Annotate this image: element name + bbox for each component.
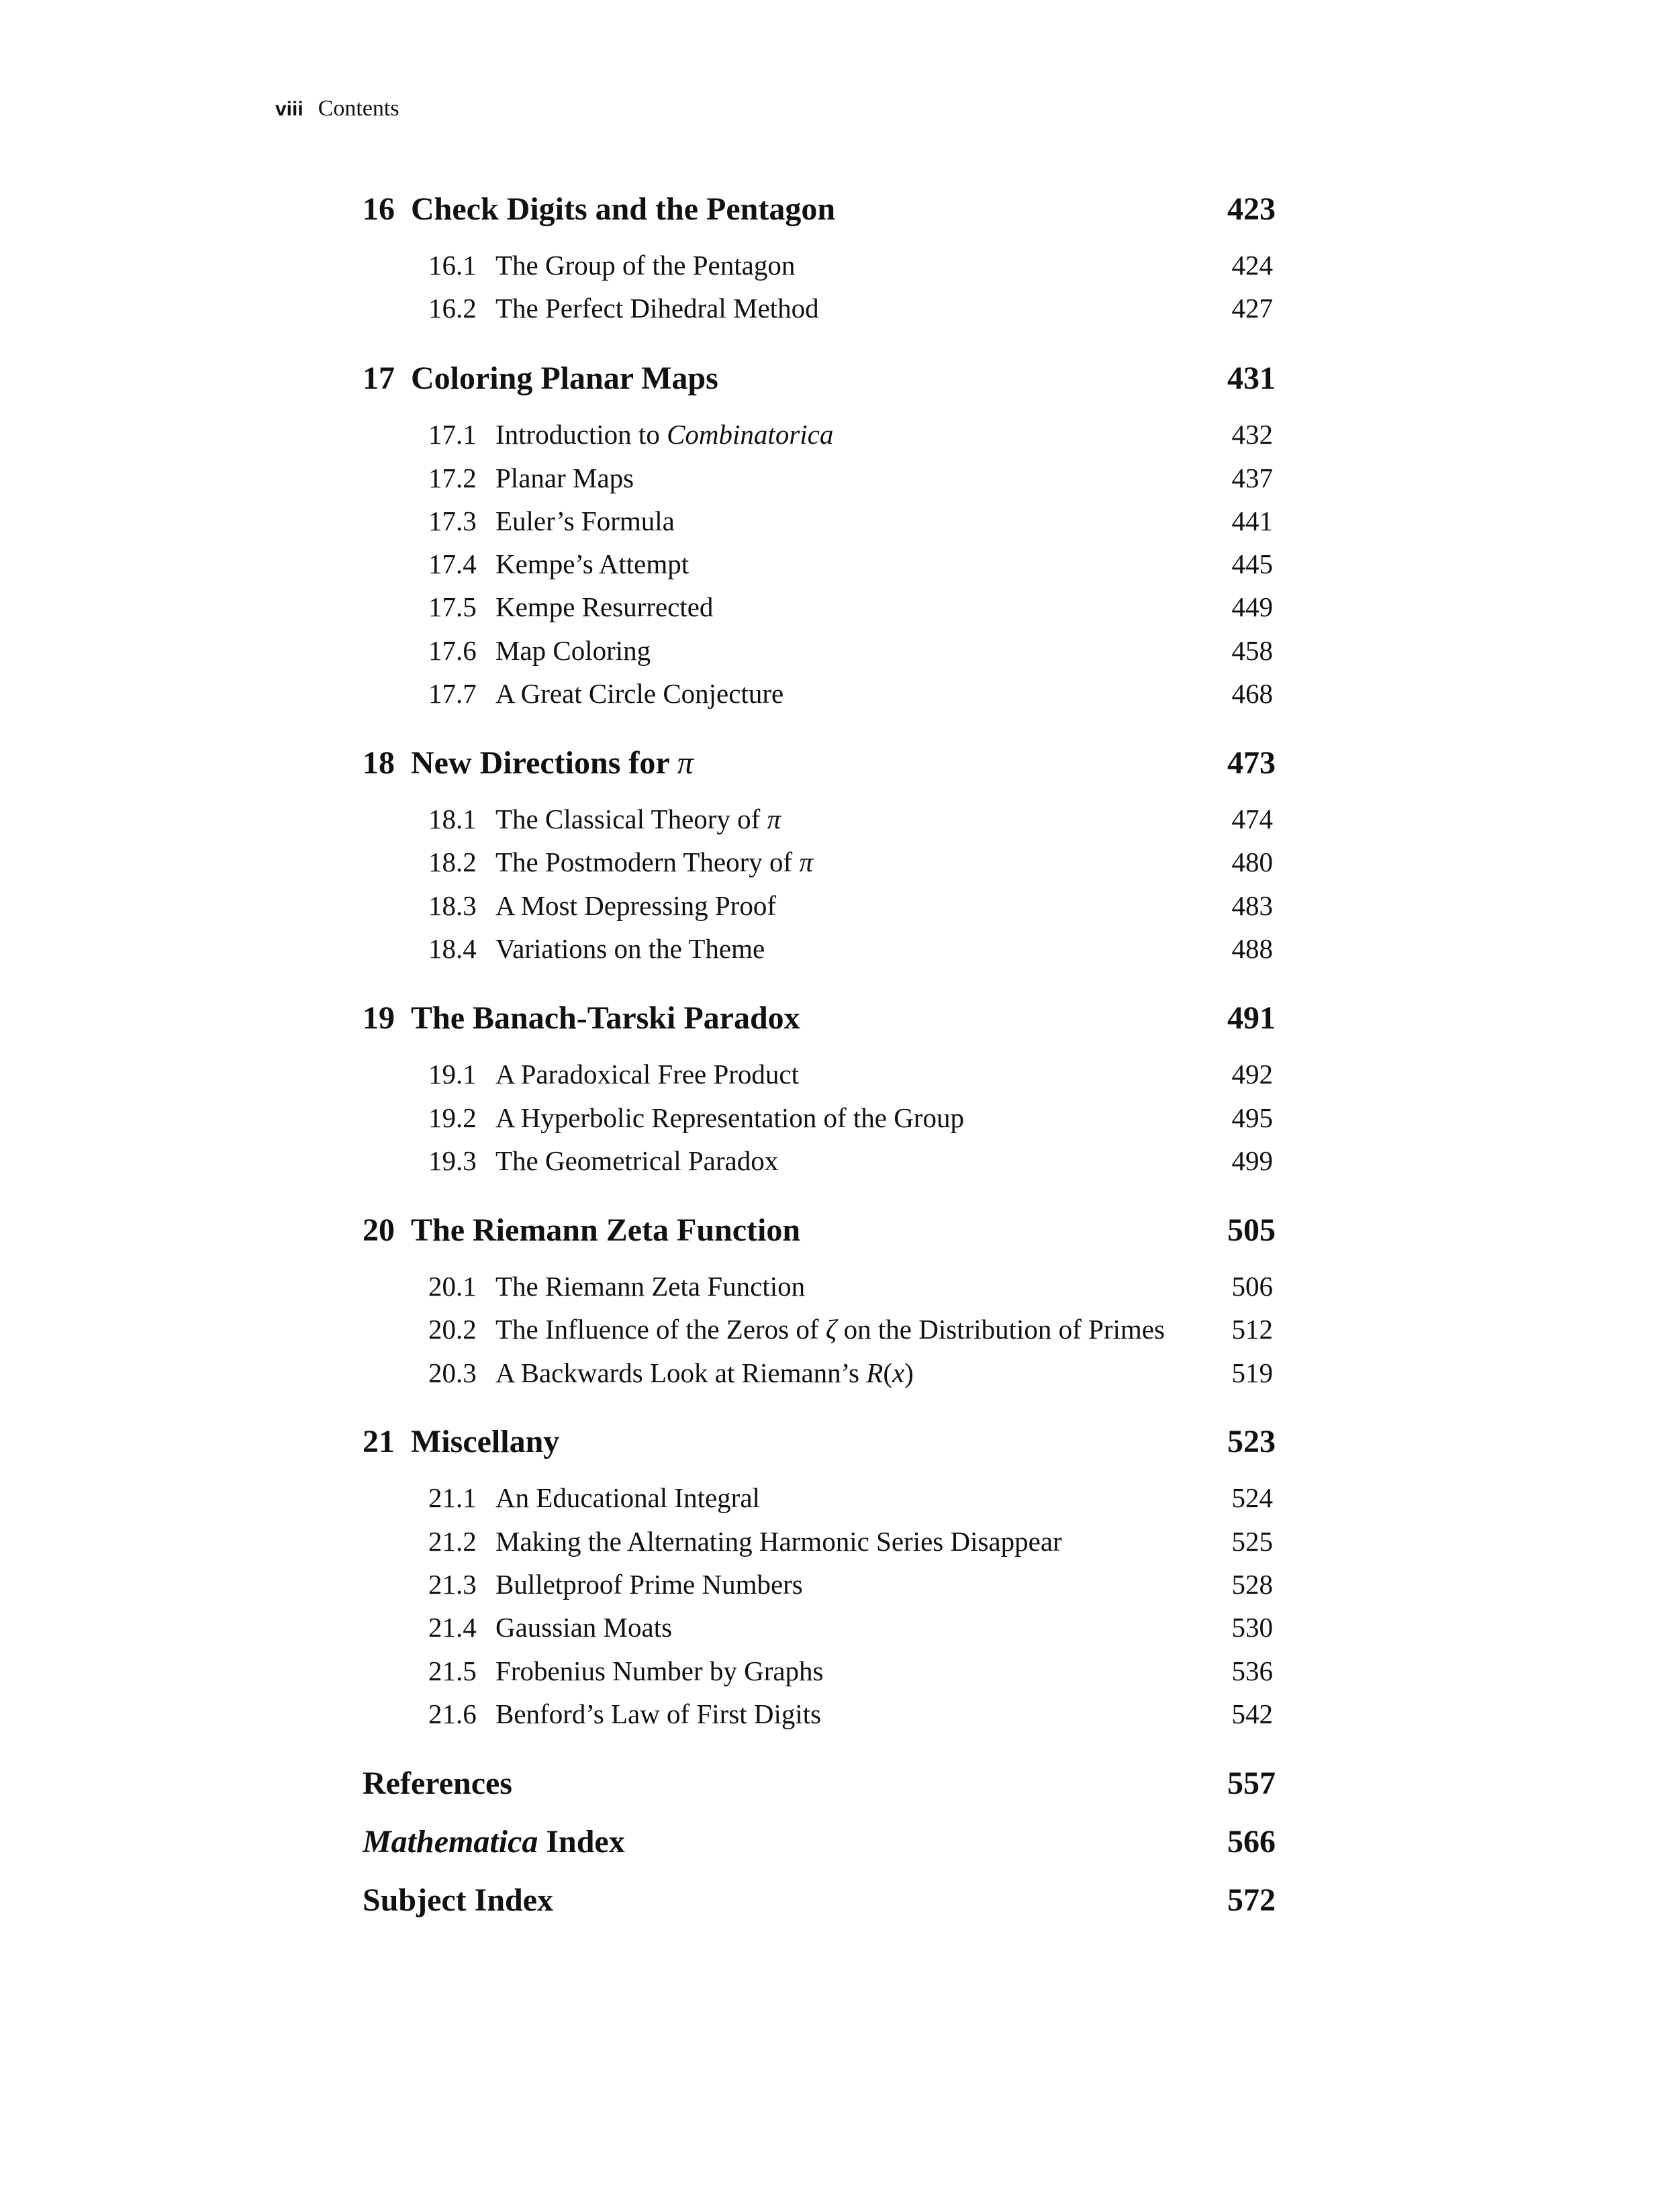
section-page: 468 (1231, 678, 1273, 709)
toc-chapter-20[interactable] (363, 1210, 1276, 1251)
section-page: 445 (1231, 548, 1273, 579)
section-page: 495 (1231, 1102, 1273, 1133)
chapter-page: 491 (1227, 1000, 1276, 1036)
section-title: A Most Depressing Proof (495, 890, 776, 921)
section-number: 19.3 (428, 1145, 477, 1176)
section-page: 528 (1231, 1569, 1273, 1600)
section-title: Gaussian Moats (495, 1612, 673, 1643)
page-folio: viii (275, 98, 303, 120)
section-number: 19.2 (428, 1102, 477, 1133)
section-title-text: Introduction to (495, 419, 667, 450)
section-page: 506 (1231, 1271, 1273, 1302)
back-matter-page: 572 (1227, 1882, 1276, 1918)
section-page: 437 (1231, 463, 1273, 493)
chapter-number: 17 (363, 360, 395, 396)
chapter-page: 523 (1227, 1424, 1276, 1459)
section-page: 499 (1231, 1145, 1273, 1176)
running-title: Contents (318, 96, 399, 121)
section-number: 18.4 (428, 933, 477, 964)
section-page: 449 (1231, 591, 1273, 622)
back-matter-title (363, 1824, 625, 1860)
section-title: Euler’s Formula (495, 506, 675, 536)
section-title: The Geometrical Paradox (495, 1145, 779, 1176)
chapter-title (411, 745, 694, 781)
section-page: 536 (1231, 1655, 1273, 1686)
section-page: 441 (1231, 506, 1273, 536)
section-title: A Paradoxical Free Product (495, 1059, 800, 1090)
back-matter-title-italic: Mathematica (363, 1824, 538, 1860)
section-title: Map Coloring (495, 635, 651, 666)
toc-chapter-21[interactable] (363, 1422, 1276, 1462)
section-title: Variations on the Theme (495, 933, 765, 964)
section-page: 458 (1231, 635, 1273, 666)
section-title: Kempe’s Attempt (495, 548, 689, 579)
section-title-italic: Combinatorica (667, 419, 834, 450)
section-title-text: A Backwards Look at Riemann’s (495, 1357, 867, 1388)
section-page: 530 (1231, 1612, 1273, 1643)
section-title (495, 802, 781, 836)
chapter-number: 18 (363, 745, 395, 781)
section-number: 21.4 (428, 1612, 477, 1643)
chapter-number: 20 (363, 1212, 395, 1248)
section-title: Frobenius Number by Graphs (495, 1655, 824, 1686)
chapter-page: 431 (1227, 360, 1276, 396)
chapter-page: 505 (1227, 1212, 1276, 1248)
pi-symbol: π (799, 847, 813, 877)
section-number: 20.2 (428, 1314, 477, 1345)
r-symbol: R (866, 1357, 884, 1388)
section-title (495, 845, 813, 879)
chapter-title: Coloring Planar Maps (411, 360, 718, 396)
section-number: 18.1 (428, 804, 477, 834)
section-title (495, 1312, 1165, 1347)
section-page: 519 (1231, 1357, 1273, 1388)
toc-references[interactable] (363, 1764, 1276, 1804)
section-number: 18.3 (428, 890, 477, 921)
chapter-page: 473 (1227, 745, 1276, 781)
chapter-title: Check Digits and the Pentagon (411, 191, 836, 227)
back-matter-page: 557 (1227, 1766, 1276, 1801)
section-number: 17.3 (428, 506, 477, 536)
section-page: 488 (1231, 933, 1273, 964)
section-title: The Group of the Pentagon (495, 250, 796, 281)
pi-symbol: π (677, 745, 694, 781)
section-number: 17.7 (428, 678, 477, 709)
section-number: 18.2 (428, 847, 477, 877)
section-title: The Riemann Zeta Function (495, 1271, 806, 1302)
section-number: 21.2 (428, 1526, 477, 1557)
section-page: 492 (1231, 1059, 1273, 1090)
section-number: 16.2 (428, 293, 477, 324)
section-number: 17.5 (428, 591, 477, 622)
section-title-text: on the Distribution of Primes (837, 1314, 1165, 1345)
section-page: 427 (1231, 293, 1273, 324)
chapter-number: 16 (363, 191, 395, 227)
chapter-page: 423 (1227, 191, 1276, 227)
chapter-number: 21 (363, 1424, 395, 1459)
section-page: 424 (1231, 250, 1273, 281)
section-page: 483 (1231, 890, 1273, 921)
section-title: The Perfect Dihedral Method (495, 293, 819, 324)
section-number: 17.2 (428, 463, 477, 493)
section-number: 17.4 (428, 548, 477, 579)
chapter-title: The Riemann Zeta Function (411, 1212, 801, 1248)
back-matter-title: Subject Index (363, 1882, 554, 1918)
section-number: 16.1 (428, 250, 477, 281)
section-title: Benford’s Law of First Digits (495, 1698, 822, 1729)
section-page: 432 (1231, 419, 1273, 450)
section-title: A Hyperbolic Representation of the Group (495, 1102, 964, 1133)
pi-symbol: π (767, 804, 781, 834)
zeta-symbol: ζ (825, 1314, 837, 1345)
chapter-title: The Banach-Tarski Paradox (411, 1000, 800, 1036)
section-number: 21.5 (428, 1655, 477, 1686)
x-symbol: x (892, 1357, 905, 1388)
section-page: 512 (1231, 1314, 1273, 1345)
section-page: 474 (1231, 804, 1273, 834)
section-title: Bulletproof Prime Numbers (495, 1569, 803, 1600)
toc-mathematica-index[interactable] (363, 1822, 1276, 1862)
section-number: 21.6 (428, 1698, 477, 1729)
section-page: 525 (1231, 1526, 1273, 1557)
section-title: A Great Circle Conjecture (495, 678, 784, 709)
running-head (275, 94, 399, 124)
toc-subject-index[interactable] (363, 1880, 1276, 1921)
section-page: 480 (1231, 847, 1273, 877)
section-page: 524 (1231, 1482, 1273, 1513)
section-number: 20.1 (428, 1271, 477, 1302)
paren-open: ( (883, 1357, 892, 1388)
paren-close: ) (904, 1357, 914, 1388)
back-matter-title: References (363, 1766, 512, 1801)
section-title-text: The Postmodern Theory of (495, 847, 800, 877)
section-title: Planar Maps (495, 463, 634, 493)
section-title: Kempe Resurrected (495, 591, 714, 622)
section-number: 17.6 (428, 635, 477, 666)
section-number: 17.1 (428, 419, 477, 450)
chapter-title: Miscellany (411, 1424, 560, 1459)
toc-chapter-18[interactable] (363, 743, 1276, 783)
section-title (495, 1355, 914, 1390)
back-matter-page: 566 (1227, 1824, 1276, 1860)
back-matter-title-text: Index (538, 1824, 625, 1860)
toc-chapter-17[interactable] (363, 358, 1276, 399)
section-title-text: The Influence of the Zeros of (495, 1314, 826, 1345)
chapter-title-text: New Directions for (411, 745, 677, 781)
section-number: 21.1 (428, 1482, 477, 1513)
section-page: 542 (1231, 1698, 1273, 1729)
toc-chapter-19[interactable] (363, 998, 1276, 1039)
section-title-text: The Classical Theory of (495, 804, 767, 834)
section-number: 21.3 (428, 1569, 477, 1600)
chapter-number: 19 (363, 1000, 395, 1036)
section-title: An Educational Integral (495, 1482, 760, 1513)
section-number: 19.1 (428, 1059, 477, 1090)
section-number: 20.3 (428, 1357, 477, 1388)
section-title: Making the Alternating Harmonic Series Disappear (495, 1526, 1062, 1557)
toc-chapter-16[interactable] (363, 189, 1276, 230)
section-title (495, 417, 833, 452)
